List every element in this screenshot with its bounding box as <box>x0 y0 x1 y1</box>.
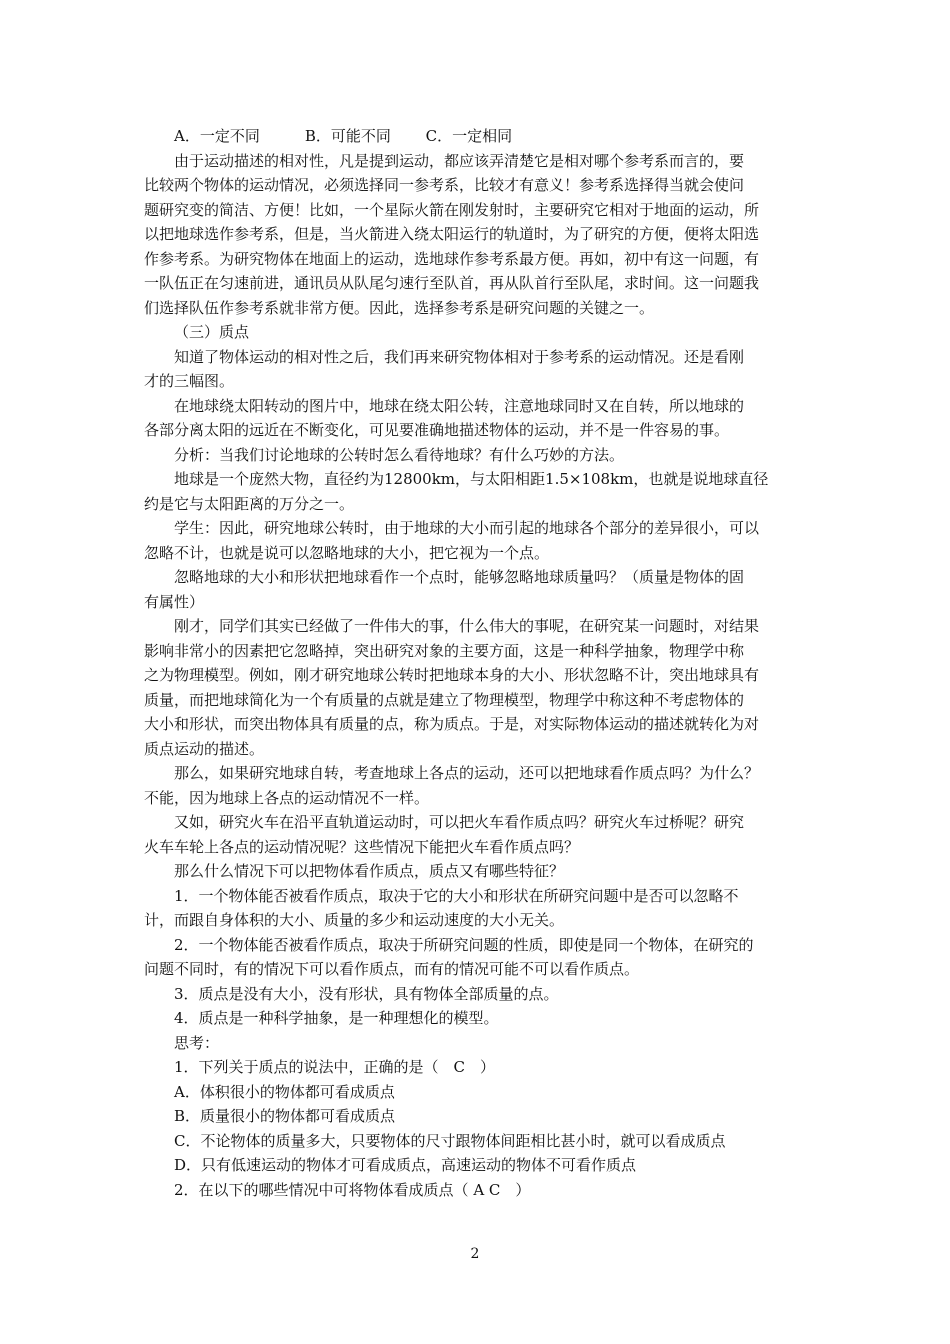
question-line: 1．下列关于质点的说法中，正确的是（ C ） <box>174 1058 496 1076</box>
text-line: 一队伍正在匀速前进，通讯员从队尾匀速行至队首，再从队首行至队尾，求时间。这一问题我 <box>144 274 760 292</box>
text-line: 之为物理模型。例如，刚才研究地球公转时把地球本身的大小、形状忽略不计，突出地球具有 <box>144 666 760 684</box>
answer-option: B．质量很小的物体都可看成质点 <box>174 1107 396 1125</box>
page-number: 2 <box>470 1246 480 1262</box>
text-line: 影响非常小的因素把它忽略掉，突出研究对象的主要方面，这是一种科学抽象，物理学中称 <box>144 641 745 660</box>
text-line: 各部分离太阳的远近在不断变化，可见要准确地描述物体的运动，并不是一件容易的事。 <box>144 421 730 439</box>
text-line: 作参考系。为研究物体在地面上的运动，选地球作参考系最方便。再如，初中有这一问题，有 <box>144 249 760 268</box>
text-line: 比较两个物体的运动情况，必须选择同一参考系，比较才有意义！参考系选择得当就会使问 <box>144 176 745 194</box>
text-line: 以把地球选作参考系，但是，当火箭进入绕太阳运行的轨道时，为了研究的方便，便将太阳选 <box>144 225 760 243</box>
text-line: 刚才，同学们其实已经做了一件伟大的事，什么伟大的事呢，在研究某一问题时，对结果 <box>174 617 760 635</box>
text-line: 题研究变的简洁、方便！比如，一个星际火箭在刚发射时，主要研究它相对于地面的运动，所 <box>144 200 760 219</box>
answer-option: C．不论物体的质量多大，只要物体的尺寸跟物体间距相比甚小时，就可以看成质点 <box>174 1131 726 1150</box>
list-item: 1．一个物体能否被看作质点，取决于它的大小和形状在所研究问题中是否可以忽略不 <box>174 886 739 905</box>
text-line: 在地球绕太阳转动的图片中，地球在绕太阳公转，注意地球同时又在自转，所以地球的 <box>174 396 745 415</box>
text-line: 计，而跟自身体积的大小、质量的多少和运动速度的大小无关。 <box>144 911 565 929</box>
question-line: 2．在以下的哪些情况中可将物体看成质点（ A C ） <box>174 1180 531 1199</box>
text-line: 忽略不计，也就是说可以忽略地球的大小，把它视为一个点。 <box>144 543 550 562</box>
section-heading: （三）质点 <box>174 323 250 341</box>
text-line: 质量，而把地球简化为一个有质量的点就是建立了物理模型，物理学中称这种不考虑物体的 <box>144 690 745 709</box>
text-line: 问题不同时，有的情况下可以看作质点，而有的情况可能不可以看作质点。 <box>144 960 640 978</box>
text-line: 分析：当我们讨论地球的公转时怎么看待地球？有什么巧妙的方法。 <box>174 445 625 464</box>
list-item: 3．质点是没有大小，没有形状，具有物体全部质量的点。 <box>174 984 559 1003</box>
answer-option: A．体积很小的物体都可看成质点 <box>174 1082 395 1101</box>
page-body <box>144 124 812 1202</box>
text-line: 大小和形状，而突出物体具有质量的点，称为质点。于是，对实际物体运动的描述就转化为对 <box>144 715 760 733</box>
text-line: 地球是一个庞然大物，直径约为12800km，与太阳相距1.5×108km，也就是说地球直径 <box>174 470 769 488</box>
text-line: 那么，如果研究地球自转，考查地球上各点的运动，还可以把地球看作质点吗？为什么？ <box>174 764 760 782</box>
text-line: 那么什么情况下可以把物体看作质点，质点又有哪些特征？ <box>174 862 565 880</box>
text-line: 忽略地球的大小和形状把地球看作一个点时，能够忽略地球质量吗？（质量是物体的固 <box>174 568 745 586</box>
text-line: 又如，研究火车在沿平直轨道运动时，可以把火车看作质点吗？研究火车过桥呢？研究 <box>174 813 745 831</box>
text-line: 由于运动描述的相对性，凡是提到运动，都应该弄清楚它是相对哪个参考系而言的，要 <box>174 151 745 170</box>
text-line: 约是它与太阳距离的万分之一。 <box>144 494 355 513</box>
text-line: 知道了物体运动的相对性之后，我们再来研究物体相对于参考系的运动情况。还是看刚 <box>174 347 745 366</box>
text-line: 学生：因此，研究地球公转时，由于地球的大小而引起的地球各个部分的差异很小，可以 <box>174 519 760 537</box>
text-line: 不能，因为地球上各点的运动情况不一样。 <box>144 788 430 807</box>
list-item: 2．一个物体能否被看作质点，取决于所研究问题的性质，即使是同一个物体，在研究的 <box>174 935 754 954</box>
text-line: 思考： <box>174 1033 220 1052</box>
text-line: 质点运动的描述。 <box>144 739 265 758</box>
answer-option: D．只有低速运动的物体才可看成质点，高速运动的物体不可看作质点 <box>174 1156 637 1174</box>
list-item: 4．质点是一种科学抽象，是一种理想化的模型。 <box>174 1009 499 1027</box>
text-line: A．一定不同 B．可能不同 C．一定相同 <box>174 127 513 145</box>
text-line: 才的三幅图。 <box>144 372 235 390</box>
text-line: 们选择队伍作参考系就非常方便。因此，选择参考系是研究问题的关键之一。 <box>144 298 655 317</box>
text-line: 有属性） <box>144 592 205 611</box>
text-line: 火车车轮上各点的运动情况呢？这些情况下能把火车看作质点吗？ <box>144 837 580 856</box>
